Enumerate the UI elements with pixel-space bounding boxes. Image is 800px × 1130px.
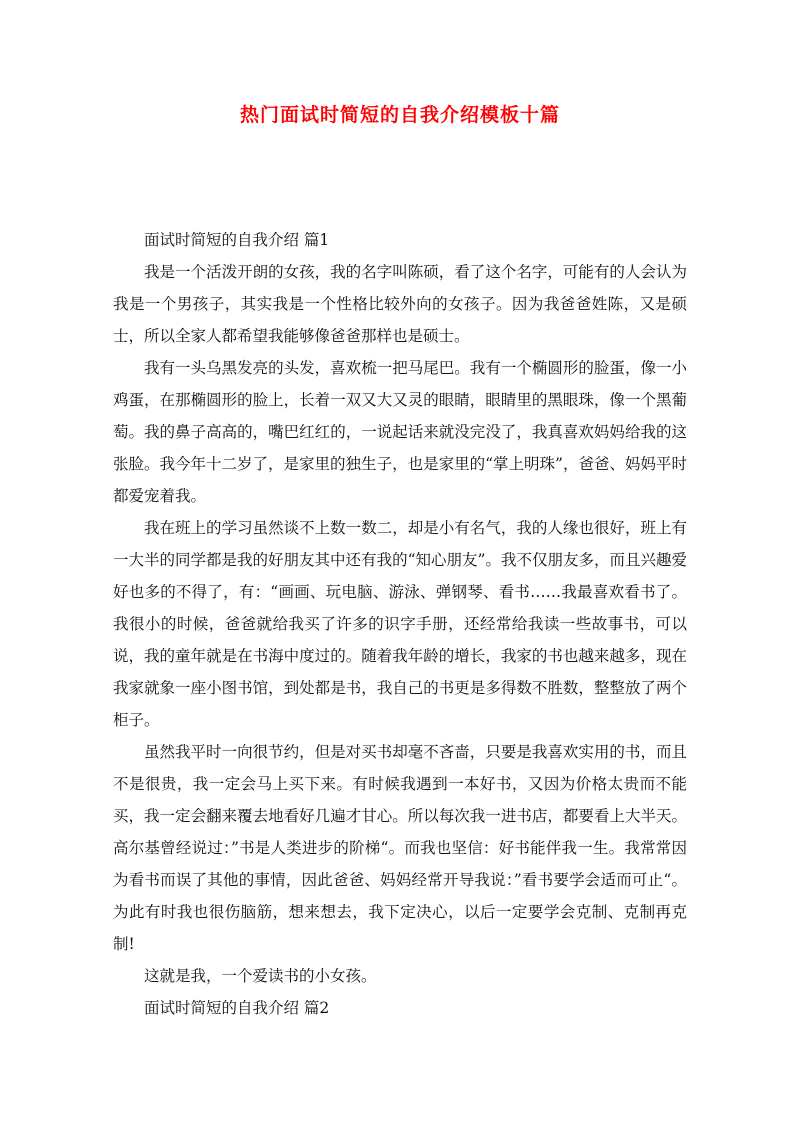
section-heading-2: 面试时简短的自我介绍 篇2 [144, 999, 330, 1017]
paragraph-4: 虽然我平时一向很节约，但是对买书却毫不吝啬，只要是我喜欢实用的书，而且不是很贵，我一定会马上买下来。有时候我遇到一本好书，又因为价格太贵而不能买，我一定会翻来覆去地看好几遍才甘心。所以每次我一进书店，都要看上大半天。高尔基曾经说过：”书是人类进步的阶梯“。而我也坚信：好书能伴我一生。我常常因为看书而误了其他的事情，因此爸爸、妈妈经常开导我说：”看书要学会适而可止“。为此有时我也很伤脑筋，想来想去，我下定决心，以后一定要学会克制、克制再克制! [113, 743, 687, 953]
paragraph-5: 这就是我，一个爱读书的小女孩。 [144, 967, 377, 985]
paragraph-1: 我是一个活泼开朗的女孩，我的名字叫陈硕，看了这个名字，可能有的人会认为我是一个男孩子，其实我是一个性格比较外向的女孩子。因为我爸爸姓陈，又是硕士，所以全家人都希望我能够像爸爸那样也是硕士。 [113, 263, 687, 345]
paragraph-2: 我有一头乌黑发亮的头发，喜欢梳一把马尾巴。我有一个椭圆形的脸蛋，像一小鸡蛋，在那椭圆形的脸上，长着一双又大又灵的眼睛，眼睛里的黑眼珠，像一个黑葡萄。我的鼻子高高的，嘴巴红红的，一说起话来就没完没了，我真喜欢妈妈给我的这张脸。我今年十二岁了，是家里的独生子，也是家里的“掌上明珠”，爸爸、妈妈平时都爱宠着我。 [113, 359, 687, 505]
paragraph-3: 我在班上的学习虽然谈不上数一数二，却是小有名气，我的人缘也很好，班上有一大半的同学都是我的好朋友其中还有我的“知心朋友”。我不仅朋友多，而且兴趣爱好也多的不得了，有：“画画、玩电脑、游泳、弹钢琴、看书……我最喜欢看书了。我很小的时候，爸爸就给我买了许多的识字手册，还经常给我读一些故事书，可以说，我的童年就是在书海中度过的。随着我年龄的增长，我家的书也越来越多，现在我家就象一座小图书馆，到处都是书，我自己的书更是多得数不胜数，整整放了两个柜子。 [113, 519, 687, 729]
document-body [113, 224, 687, 1024]
section-heading-1: 面试时简短的自我介绍 篇1 [144, 231, 330, 249]
document-title: 热门面试时简短的自我介绍模板十篇 [239, 104, 560, 126]
